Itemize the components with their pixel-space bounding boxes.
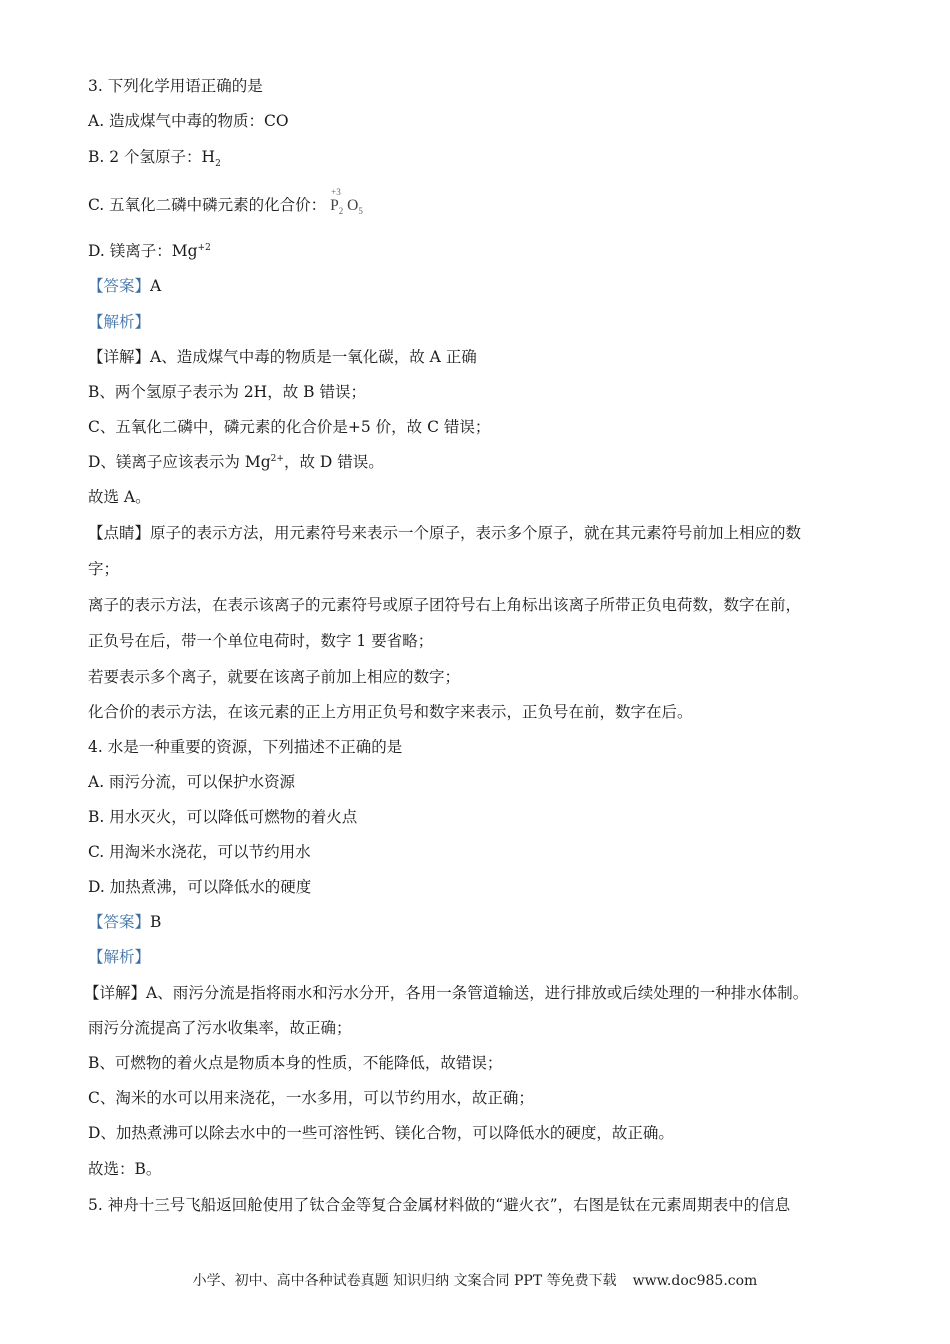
valence-formula: +3 $P_2$ $O_5$ <box>330 187 363 217</box>
q4-option-a: A. 雨污分流，可以保护水资源 <box>88 773 296 791</box>
q3-stem: 3. 下列化学用语正确的是 <box>88 77 263 95</box>
q4-detail-d: D、加热煮沸可以除去水中的一些可溶性钙、镁化合物，可以降低水的硬度，故正确。 <box>88 1124 674 1142</box>
q3-tip-3: 离子的表示方法，在表示该离子的元素符号或原子团符号右上角标出该离子所带正负电荷数，数字在前， <box>88 596 802 614</box>
q3-answer: 【答案】A <box>88 277 162 295</box>
q3-tip-6: 化合价的表示方法，在该元素的正上方用正负号和数字来表示，正负号在前，数字在后。 <box>88 703 693 721</box>
q3-detail-d: D、镁离子应该表示为 $Mg^{2+}$，故 D 错误。 <box>88 453 384 471</box>
q4-analysis-tag: 【解析】 <box>88 948 151 966</box>
q3-option-c: C. 五氧化二磷中磷元素的化合价： +3 $P_2$ $O_5$ <box>88 187 363 217</box>
q4-option-d: D. 加热煮沸，可以降低水的硬度 <box>88 878 312 896</box>
q3-tip-2: 字； <box>88 560 120 578</box>
q3-detail-b: B、两个氢原子表示为 2H，故 B 错误； <box>88 383 366 401</box>
q3-option-a: A. 造成煤气中毒的物质：CO <box>88 112 289 130</box>
q3-tip-4: 正负号在后，带一个单位电荷时，数字 1 要省略； <box>88 632 434 650</box>
q4-detail-a-cont: 雨污分流提高了污水收集率，故正确； <box>88 1019 352 1037</box>
q4-detail-a: 【详解】A、雨污分流是指将雨水和污水分开，各用一条管道输送，进行排放或后续处理的一种排水体制。 <box>84 984 809 1002</box>
q4-choose: 故选：B。 <box>88 1160 162 1178</box>
q4-option-c: C. 用淘米水浇花，可以节约用水 <box>88 843 311 861</box>
q4-detail-c: C、淘米的水可以用来浇花，一水多用，可以节约用水，故正确； <box>88 1089 534 1107</box>
page-footer <box>0 1270 950 1290</box>
q3-detail-c: C、五氧化二磷中，磷元素的化合价是+5 价，故 C 错误； <box>88 418 491 436</box>
footer-text: 小学、初中、高中各种试卷真题 知识归纳 文案合同 PPT 等免费下载 <box>192 1273 617 1289</box>
q5-stem: 5. 神舟十三号飞船返回舱使用了钛合金等复合金属材料做的“避火衣”，右图是钛在元素周期表中的信息 <box>88 1196 791 1214</box>
q4-option-b: B. 用水灭火，可以降低可燃物的着火点 <box>88 808 358 826</box>
q3-tip-5: 若要表示多个离子，就要在该离子前加上相应的数字； <box>88 668 461 686</box>
footer-url[interactable]: www.doc985.com <box>632 1273 758 1289</box>
q3-option-d: D. 镁离子：$Mg^{+2}$ <box>88 242 211 260</box>
q4-stem: 4. 水是一种重要的资源，下列描述不正确的是 <box>88 738 403 756</box>
q4-answer: 【答案】B <box>88 913 162 931</box>
q3-analysis-tag: 【解析】 <box>88 313 151 331</box>
q3-detail-a: 【详解】A、造成煤气中毒的物质是一氧化碳，故 A 正确 <box>88 348 477 366</box>
q3-choose: 故选 A。 <box>88 488 151 506</box>
q4-detail-b: B、可燃物的着火点是物质本身的性质，不能降低，故错误； <box>88 1054 503 1072</box>
q3-tip-1: 【点睛】原子的表示方法，用元素符号来表示一个原子，表示多个原子，就在其元素符号前加上相应的数 <box>88 524 802 542</box>
q3-option-b: B. 2 个氢原子：$H_2$ <box>88 148 221 170</box>
